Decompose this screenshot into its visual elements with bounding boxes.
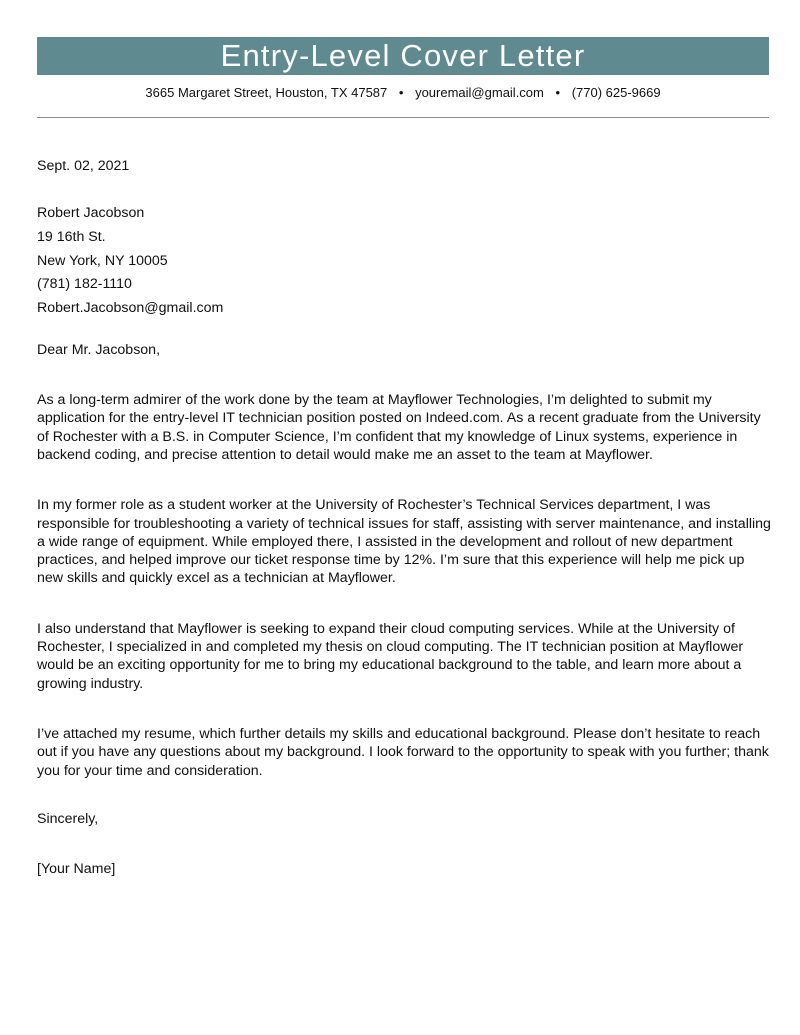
separator-bullet: • [398,85,404,100]
recipient-city: New York, NY 10005 [37,252,168,269]
page-title: Entry-Level Cover Letter [220,38,586,73]
closing: Sincerely, [37,810,99,827]
contact-line [37,84,769,102]
recipient-phone: (781) 182-1110 [37,276,132,293]
body-paragraph-1: As a long-term admirer of the work done by the team at Mayflower Technologies, I’m delighted to submit my application for the entry-level IT technician position posted on Indeed.com. As a recent graduate from the University of Rochester with a B.S. in Computer Science, I’m confident that my knowledge of Linux systems, experience in backend coding, and precise attention to detail would make me an asset to the team at Mayflower. [37,392,761,463]
header-divider [37,117,769,118]
signature: [Your Name] [37,861,116,878]
recipient-street: 19 16th St. [37,229,106,245]
recipient-email: Robert.Jacobson@gmail.com [37,300,224,317]
salutation: Dear Mr. Jacobson, [37,341,161,358]
letter-body [37,157,772,878]
title-banner [37,37,769,75]
sender-address: 3665 Margaret Street, Houston, TX 47587 [145,85,388,100]
sender-email: youremail@gmail.com [415,85,544,100]
body-paragraph-2: In my former role as a student worker at the University of Rochester’s Technical Services department, I was responsible for troubleshooting a variety of technical issues for staff, assisting with server maintenance, and installing a wide range of equipment. While employed there, I assisted in the development and rollout of new department practices, and helped improve our ticket response time by 12%. I’m sure that this experience will help me pick up new skills and quickly excel as a technician at Mayflower. [37,497,771,587]
body-paragraph-3: I also understand that Mayflower is seeking to expand their cloud computing services. While at the University of Rochester, I specialized in and completed my thesis on cloud computing. The IT technician position at Mayflower would be an exciting opportunity for me to bring my educational background to the table, and learn more about a growing industry. [37,620,744,692]
letter-date: Sept. 02, 2021 [37,158,130,174]
separator-bullet: • [555,85,561,100]
recipient-name: Robert Jacobson [37,205,145,222]
recipient-block [37,202,772,321]
body-paragraph-4: I’ve attached my resume, which further details my skills and educational background. Please don’t hesitate to reach out if you have any questions about my background. I look forward to the opportunity to speak with you further; thank you for your time and consideration. [37,725,769,779]
sender-phone: (770) 625-9669 [571,85,661,100]
